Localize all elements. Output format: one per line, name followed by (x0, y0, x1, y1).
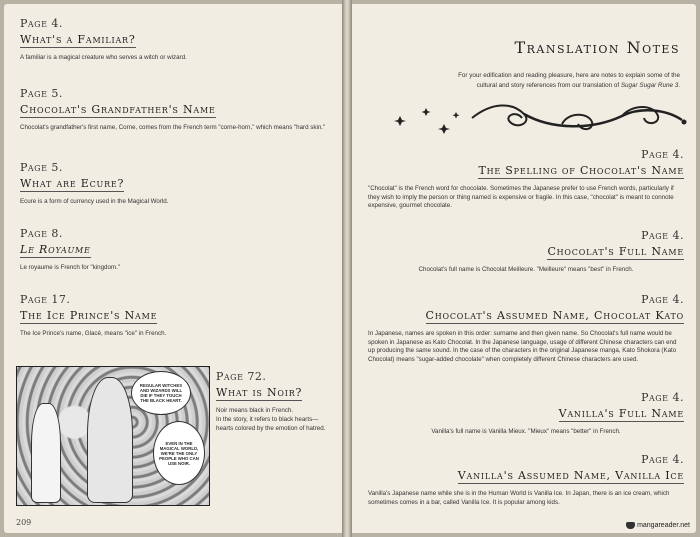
note-heading: Chocolat's Grandfather's Name (20, 103, 216, 116)
note-text (216, 406, 336, 433)
note-page-ref: Page 8. (20, 227, 63, 240)
book-gutter (342, 0, 352, 537)
bubble-text: EVEN IN THE MAGICAL WORLD, WE'RE THE ONLY PEOPLE WHO CAN USE NOIR. (159, 440, 199, 466)
note-page-ref: Page 4. (641, 391, 684, 404)
intro-suffix: . (678, 81, 680, 89)
note-heading: What are Ecure? (20, 177, 125, 190)
note-text: In Japanese, names are spoken in this order: surname and then given name. So Chocolat's full name would be spoken in Japanese as Kato Chocolat. In the Japanese language, usage of different Chinese characters can end up producing the same sound. In the case of the characters in the original Japanese manga, Kato Shokora (Kato Chocolat) means "sugar-added chocolate" when completely different Chinese characters are used. (368, 330, 677, 363)
note-text-line: Noir means black in French. (216, 407, 294, 414)
note-page-ref: Page 4. (641, 293, 684, 306)
note-heading: Chocolat's Assumed Name, Chocolat Kato (425, 309, 684, 322)
note-page-ref: Page 4. (641, 453, 684, 466)
note-page-ref: Page 17. (20, 293, 71, 306)
note-familiar (20, 18, 330, 63)
intro-text (380, 71, 680, 90)
note-chocolat-full-name (368, 230, 684, 275)
speech-bubble (153, 421, 205, 485)
left-page (4, 4, 342, 533)
note-heading: Vanilla's Assumed Name, Vanilla Ice (457, 469, 684, 482)
note-heading: Le Royaume (20, 243, 91, 256)
note-page-ref: Page 4. (641, 229, 684, 242)
note-heading: What is Noir? (216, 386, 303, 399)
note-grandfather-name (20, 88, 330, 133)
book-title: Sugar Sugar Rune 3 (620, 81, 679, 89)
flourish-ornament-icon (392, 100, 692, 136)
note-text: Vanilla's full name is Vanilla Mieux. "Mieux" means "better" in French. (431, 428, 621, 435)
note-page-ref: Page 4. (641, 148, 684, 161)
note-text-line: hearts colored by the emotion of hatred. (216, 425, 326, 432)
watermark (626, 522, 690, 529)
note-text: The Ice Prince's name, Glacé, means "ice" in French. (20, 330, 167, 337)
note-le-royaume (20, 228, 330, 273)
note-vanilla-full-name (368, 392, 684, 437)
note-text: Le royaume is French for "kingdom." (20, 264, 120, 271)
note-heading: The Ice Prince's Name (20, 309, 158, 322)
note-heading: What's a Familiar? (20, 33, 136, 46)
note-heading: Vanilla's Full Name (558, 407, 684, 420)
note-text: Chocolat's full name is Chocolat Meilleure. "Meilleure" means "best" in French. (418, 266, 634, 273)
note-text: Ecure is a form of currency used in the Magical World. (20, 198, 169, 205)
character-left (31, 403, 61, 503)
note-page-ref: Page 5. (20, 87, 63, 100)
bubble-text: REGULAR WITCHES AND WIZARDS WILL DIE IF THEY TOUCH THE BLACK HEART. (139, 383, 183, 403)
watermark-text: mangareader.net (637, 522, 690, 529)
speech-bubble (131, 371, 191, 415)
note-heading: Chocolat's Full Name (547, 245, 684, 258)
note-noir (216, 371, 336, 433)
note-heading: The Spelling of Chocolat's Name (478, 164, 684, 177)
note-page-ref: Page 4. (20, 17, 63, 30)
note-chocolat-spelling (368, 149, 684, 211)
note-ecure (20, 162, 330, 207)
intro-line (380, 81, 680, 91)
note-text: Vanilla's Japanese name while she is in the Human World is Vanilla Ice. In Japan, there is an ice cream, which sometimes comes in a bar, called Vanilla Ice. It is popular among kids. (368, 490, 670, 506)
intro-prefix: cultural and story references from our translation of (476, 81, 621, 89)
note-text: A familiar is a magical creature who serves a witch or wizard. (20, 54, 187, 61)
character-right (87, 377, 133, 503)
right-page (352, 4, 696, 533)
note-text: Chocolat's grandfather's first name, Corne, comes from the French term "corne-horn," which means "hard skin." (20, 124, 326, 131)
watermark-icon (626, 522, 635, 529)
intro-line: For your edification and reading pleasure, here are notes to explain some of the (458, 72, 680, 79)
page-title: Translation Notes (514, 38, 680, 57)
note-vanilla-assumed-name (368, 454, 684, 507)
manga-panel (16, 366, 210, 506)
note-ice-prince (20, 294, 330, 339)
note-text: "Chocolat" is the French word for chocolate. Sometimes the Japanese prefer to use French words, particularly if they wish to imply the person or thing named is expensive or fragile. In this case, "chocolat" is meant to connote expensive, gourmet chocolate. (368, 185, 674, 210)
note-chocolat-assumed-name (368, 294, 684, 364)
note-page-ref: Page 5. (20, 161, 63, 174)
note-page-ref: Page 72. (216, 370, 267, 383)
note-text-line: In the story, it refers to black hearts— (216, 416, 319, 423)
page-number: 209 (16, 518, 32, 527)
